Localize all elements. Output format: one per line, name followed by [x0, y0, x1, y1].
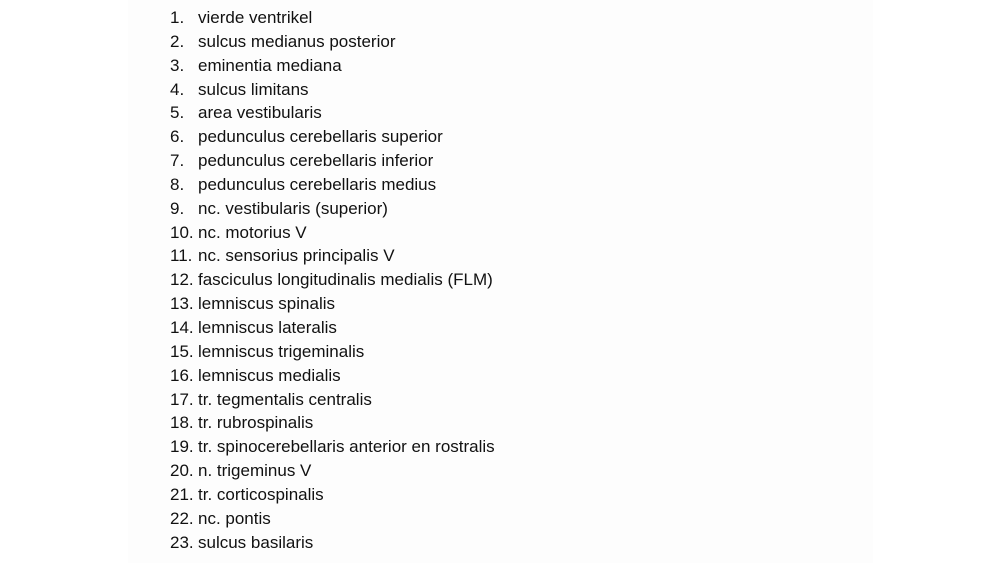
structure-legend-list — [170, 6, 495, 554]
legend-item-number: 21. — [170, 484, 194, 504]
legend-item — [170, 388, 495, 412]
legend-item-number: 18. — [170, 413, 194, 433]
legend-item — [170, 173, 495, 197]
legend-item-number: 5. — [170, 103, 185, 123]
legend-item-label: fasciculus longitudinalis medialis (FLM) — [198, 270, 493, 290]
legend-item-number: 9. — [170, 198, 185, 218]
legend-item-number: 1. — [170, 8, 185, 27]
legend-item-label: lemniscus medialis — [198, 365, 341, 385]
legend-item-label: tr. rubrospinalis — [198, 413, 314, 433]
legend-item-label: pedunculus cerebellaris medius — [198, 174, 437, 194]
legend-item-number: 15. — [170, 341, 194, 361]
legend-item-number: 20. — [170, 461, 194, 481]
legend-item — [170, 6, 495, 30]
legend-item-label: vierde ventrikel — [198, 8, 313, 27]
legend-item-label: pedunculus cerebellaris inferior — [198, 151, 434, 171]
legend-item-number: 10. — [170, 222, 194, 242]
legend-item-number: 6. — [170, 127, 185, 147]
legend-item-label: nc. vestibularis (superior) — [198, 198, 388, 218]
legend-item-number: 22. — [170, 508, 194, 528]
legend-item — [170, 149, 495, 173]
legend-item — [170, 30, 495, 54]
legend-item — [170, 101, 495, 125]
legend-item-number: 17. — [170, 389, 194, 409]
legend-item-number: 11. — [170, 246, 193, 266]
legend-item-label: pedunculus cerebellaris superior — [198, 127, 443, 147]
legend-item-number: 2. — [170, 31, 185, 51]
legend-item — [170, 316, 495, 340]
legend-item-number: 14. — [170, 317, 194, 337]
legend-item — [170, 507, 495, 531]
legend-item-label: nc. motorius V — [198, 222, 307, 242]
legend-item-label: eminentia mediana — [198, 55, 342, 75]
legend-item-number: 4. — [170, 79, 185, 99]
legend-item — [170, 54, 495, 78]
legend-item-label: sulcus limitans — [198, 79, 309, 99]
legend-item-number: 8. — [170, 174, 185, 194]
legend-item-number: 7. — [170, 151, 185, 171]
legend-item-number: 19. — [170, 437, 194, 457]
legend-item — [170, 78, 495, 102]
legend-item-number: 3. — [170, 55, 185, 75]
legend-item — [170, 125, 495, 149]
legend-item — [170, 221, 495, 245]
legend-item-label: nc. sensorius principalis V — [198, 246, 395, 266]
legend-item — [170, 364, 495, 388]
legend-item-number: 12. — [170, 270, 194, 290]
legend-item-label: tr. tegmentalis centralis — [198, 389, 372, 409]
legend-item — [170, 292, 495, 316]
legend-item-label: lemniscus lateralis — [198, 317, 337, 337]
legend-item-label: tr. corticospinalis — [198, 484, 324, 504]
legend-item-label: nc. pontis — [198, 508, 271, 528]
legend-item-label: tr. spinocerebellaris anterior en rostralis — [198, 437, 495, 457]
legend-item-label: lemniscus trigeminalis — [198, 341, 365, 361]
legend-item — [170, 244, 495, 268]
legend-item-number: 13. — [170, 294, 194, 314]
legend-item-label: n. trigeminus V — [198, 461, 312, 481]
legend-item-number: 23. — [170, 532, 194, 552]
legend-item — [170, 197, 495, 221]
legend-item — [170, 483, 495, 507]
legend-item — [170, 531, 495, 555]
legend-item-number: 16. — [170, 365, 194, 385]
legend-item — [170, 411, 495, 435]
legend-item-label: sulcus basilaris — [198, 532, 314, 552]
legend-item-label: sulcus medianus posterior — [198, 31, 396, 51]
legend-item — [170, 340, 495, 364]
legend-item — [170, 459, 495, 483]
legend-item-label: lemniscus spinalis — [198, 294, 335, 314]
legend-item-label: area vestibularis — [198, 103, 322, 123]
legend-item — [170, 268, 495, 292]
legend-item — [170, 435, 495, 459]
